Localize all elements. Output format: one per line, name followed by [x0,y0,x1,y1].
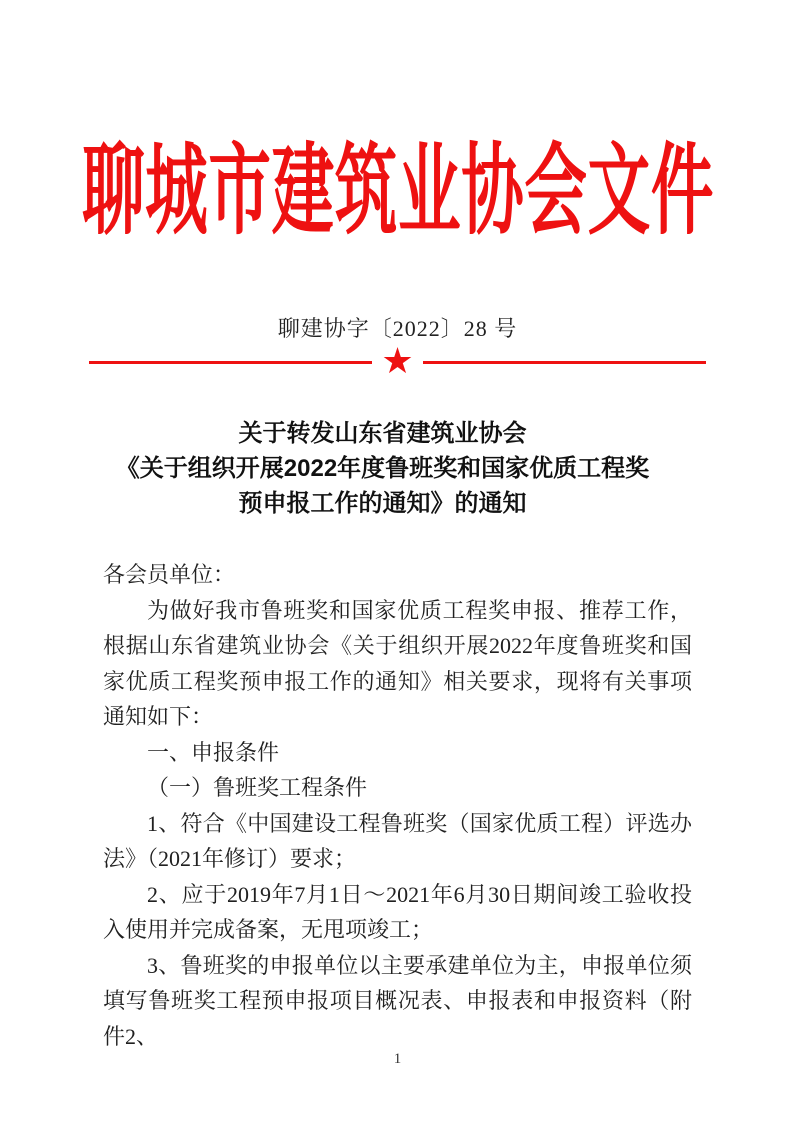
divider-line-left [89,361,372,364]
section-heading-1: 一、申报条件 [147,739,280,765]
salutation: 各会员单位： [103,562,236,587]
subsection-heading-1-1: （一）鲁班奖工程条件 [147,775,368,800]
document-reference-number: 聊建协字〔2022〕28 号 [277,316,518,341]
page-number: 1 [393,1051,402,1067]
condition-item-3: 3、鲁班奖的申报单位以主要承建单位为主，申报单位须填写鲁班奖工程预申报项目概况表、申报表和申报资料（附件2、 [103,952,692,1049]
document-header-banner [0,136,795,247]
condition-item-1: 1、符合《中国建设工程鲁班奖（国家优质工程）评选办法》（2021年修订）要求； [103,810,692,871]
document-body [103,557,692,1054]
condition-item-2: 2、应于2019年7月1日～2021年6月30日期间竣工验收投入使用并完成备案，无甩项竣工； [103,881,692,942]
divider-line-right [423,361,706,364]
document-title-line-3: 预申报工作的通知》的通知 [238,490,527,517]
issuing-org-masthead: 聊城市建筑业协会文件 [81,136,714,247]
red-divider [89,341,706,382]
document-title-line-2: 《关于组织开展2022年度鲁班奖和国家优质工程奖 [115,455,650,482]
intro-paragraph: 为做好我市鲁班奖和国家优质工程奖申报、推荐工作，根据山东省建筑业协会《关于组织开展2022年度鲁班奖和国家优质工程奖预申报工作的通知》相关要求，现将有关事项通知如下： [103,597,692,729]
document-title [0,416,795,521]
star-icon: ★ [381,341,414,382]
document-title-line-1: 关于转发山东省建筑业协会 [238,420,527,447]
